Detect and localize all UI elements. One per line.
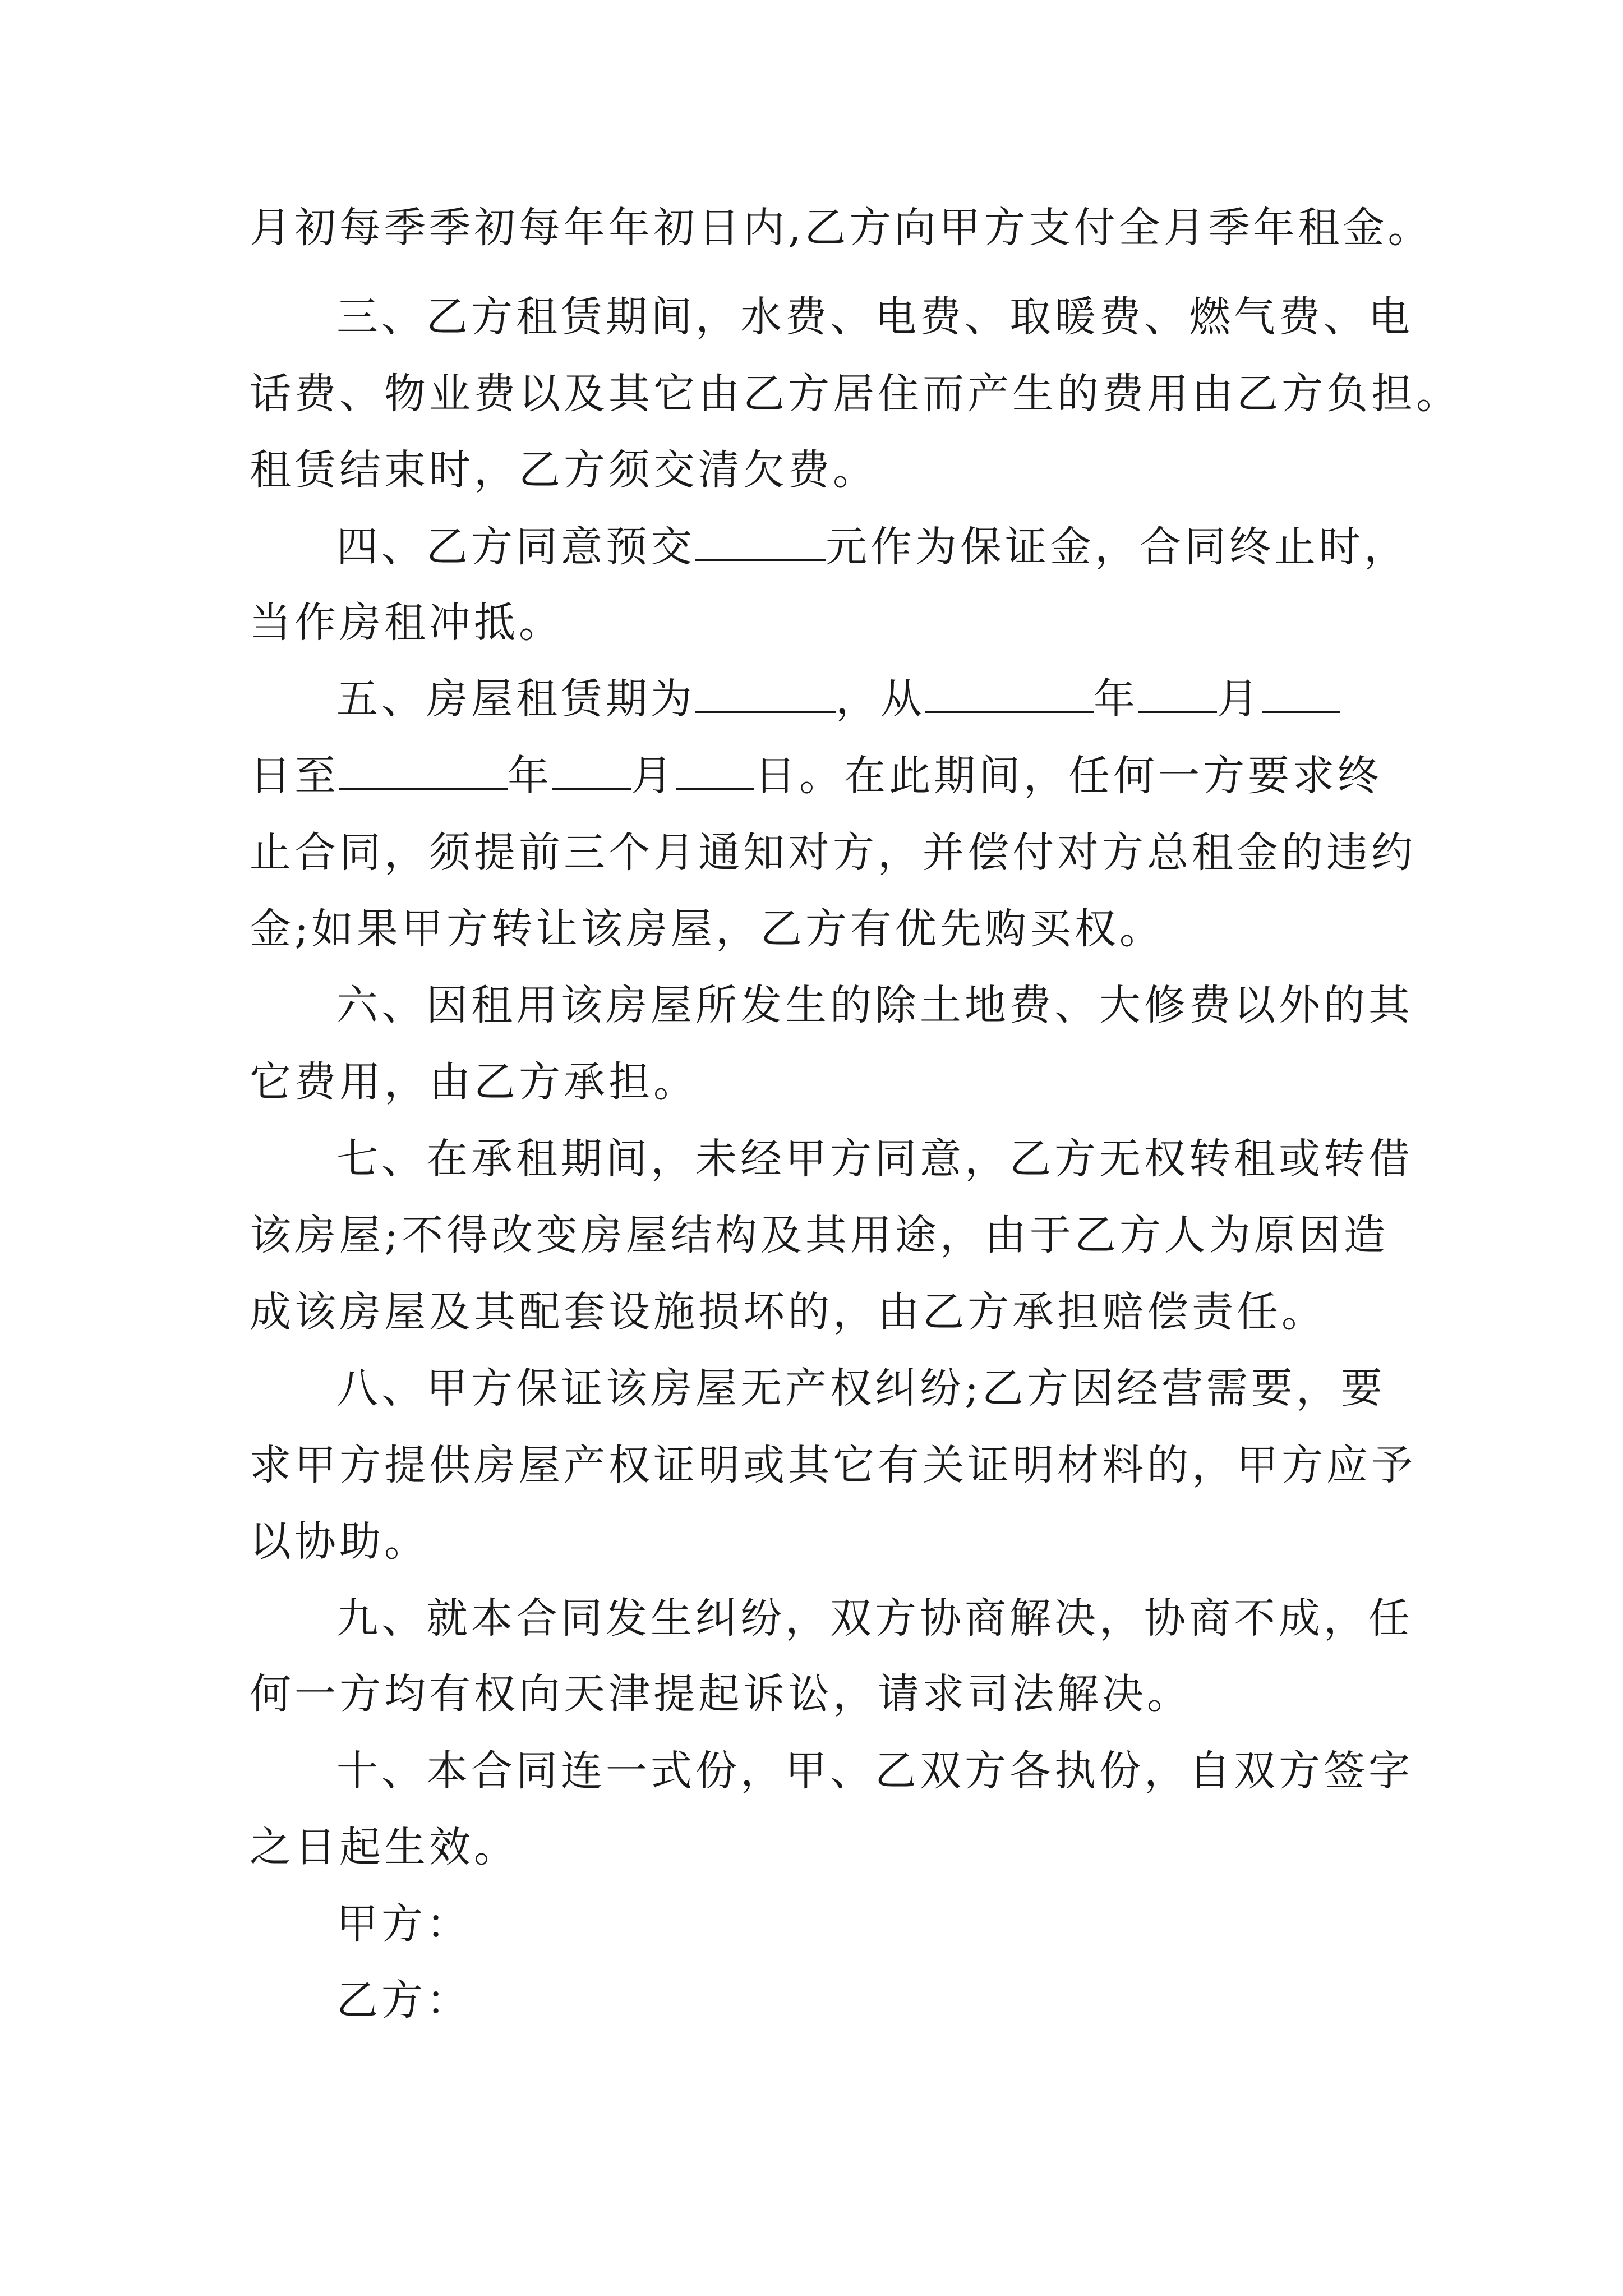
clause-4-text-b: 元作为保证金，合同终止时， xyxy=(826,523,1409,571)
clause-3-line-2: 话费、物业费以及其它由乙方居住而产生的费用由乙方负担。 xyxy=(250,370,1461,418)
lease-term-blank xyxy=(695,676,836,713)
clause-4-line-1 xyxy=(336,519,1409,575)
clause-6-line-1: 六、因租用该房屋所发生的除土地费、大修费以外的其 xyxy=(336,981,1413,1029)
clause-5-text-a: 五、房屋租赁期为 xyxy=(336,675,695,723)
clause-5-text-l2a: 日至 xyxy=(250,752,339,800)
clause-5-line-1 xyxy=(336,671,1340,727)
start-day-blank xyxy=(1262,676,1340,713)
clause-5-text-l2d: 日。在此期间，任何一方要求终 xyxy=(754,752,1382,800)
clause-3-line-1: 三、乙方租赁期间，水费、电费、取暖费、燃气费、电 xyxy=(336,293,1413,341)
clause-4-text-a: 四、乙方同意预交 xyxy=(336,523,695,571)
clause-8-line-2: 求甲方提供房屋产权证明或其它有关证明材料的，甲方应予 xyxy=(250,1441,1416,1489)
clause-7-line-2: 该房屋;不得改变房屋结构及其用途，由于乙方人为原因造 xyxy=(250,1211,1389,1259)
clause-7-line-1: 七、在承租期间，未经甲方同意，乙方无权转租或转借 xyxy=(336,1135,1413,1183)
clause-5-line-4: 金;如果甲方转让该房屋，乙方有优先购买权。 xyxy=(250,905,1164,953)
clause-4-line-2: 当作房租冲抵。 xyxy=(250,599,564,647)
clause-8-line-1: 八、甲方保证该房屋无产权纠纷;乙方因经营需要，要 xyxy=(336,1364,1386,1412)
clause-3-line-3: 租赁结束时，乙方须交清欠费。 xyxy=(250,446,878,494)
clause-10-line-1: 十、本合同连一式份，甲、乙双方各执份，自双方签字 xyxy=(336,1747,1413,1795)
end-day-blank xyxy=(676,753,754,790)
clause-2-tail: 月初每季季初每年年初日内,乙方向甲方支付全月季年租金。 xyxy=(250,204,1433,252)
clause-6-line-2: 它费用，由乙方承担。 xyxy=(250,1058,698,1106)
clause-8-line-3: 以协助。 xyxy=(250,1517,429,1566)
clause-9-line-1: 九、就本合同发生纠纷，双方协商解决，协商不成，任 xyxy=(336,1594,1413,1642)
clause-5-text-b: ，从 xyxy=(836,675,925,723)
start-year-blank xyxy=(925,676,1094,713)
clause-5-text-l2c: 月 xyxy=(631,752,676,800)
clause-9-line-2: 何一方均有权向天津提起诉讼，请求司法解决。 xyxy=(250,1670,1192,1718)
clause-5-text-c: 年 xyxy=(1094,675,1138,723)
end-month-blank xyxy=(552,753,631,790)
clause-5-line-2 xyxy=(250,748,1382,804)
clause-10-line-2: 之日起生效。 xyxy=(250,1823,519,1871)
deposit-amount-blank xyxy=(695,524,826,561)
clause-5-text-l2b: 年 xyxy=(508,752,552,800)
party-b-signature-label: 乙方： xyxy=(336,1976,471,2024)
clause-7-line-3: 成该房屋及其配套设施损坏的，由乙方承担赔偿责任。 xyxy=(250,1288,1326,1336)
clause-5-text-d: 月 xyxy=(1217,675,1262,723)
clause-5-line-3: 止合同，须提前三个月通知对方，并偿付对方总租金的违约 xyxy=(250,829,1416,877)
start-month-blank xyxy=(1138,676,1217,713)
party-a-signature-label: 甲方： xyxy=(336,1900,471,1948)
end-year-blank xyxy=(339,753,508,790)
